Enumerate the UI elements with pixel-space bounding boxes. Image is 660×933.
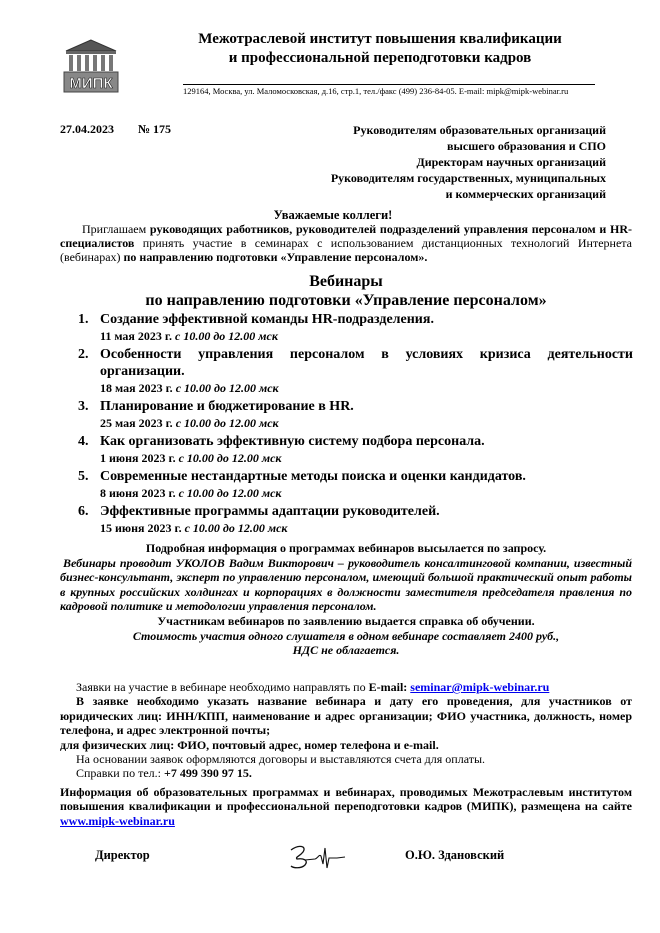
webinar-list (78, 311, 633, 536)
price-note (60, 629, 632, 658)
webinar-time: с 10.00 до 12.00 мск (178, 451, 282, 465)
intro-paragraph (60, 222, 632, 265)
intro-audience: руководящих работников, руководителей подразделений управления персоналом и HR-специалистов (60, 222, 633, 251)
webinar-title: Как организовать эффективную систему подбора персонала. (100, 434, 485, 449)
webinar-number: 6. (78, 504, 89, 519)
webinar-title: Современные нестандартные методы поиска и оценки кандидатов. (100, 469, 526, 484)
document-date: 27.04.2023 (60, 122, 114, 136)
phone-number: +7 499 390 97 15. (163, 766, 252, 781)
webinar-time: с 10.00 до 12.00 мск (175, 381, 279, 395)
recipient-line: Руководителям образовательных организаций (353, 123, 606, 137)
webinar-number: 5. (78, 469, 89, 484)
recipient-line: Директорам научных организаций (416, 155, 606, 169)
email-link[interactable]: seminar@mipk-webinar.ru (410, 680, 550, 694)
document-number: № 175 (138, 122, 172, 136)
institute-logo (62, 38, 120, 94)
webinar-item (78, 346, 633, 396)
handwritten-signature (285, 838, 355, 876)
webinar-number: 3. (78, 399, 89, 414)
webinar-time: с 10.00 до 12.00 мск (175, 329, 278, 343)
webinar-time: с 10.00 до 12.00 мск (175, 416, 279, 430)
webinar-item (78, 433, 633, 466)
webinar-title: Особенности управления персоналом в условиях кризиса деятельности организации. (100, 347, 633, 379)
phone-label: Справки по тел.: (76, 766, 164, 781)
webinars-heading-line2: по направлению подготовки «Управление персоналом» (145, 292, 547, 309)
applications-block (60, 680, 632, 781)
webinar-number: 2. (78, 347, 89, 362)
webinar-item (78, 311, 633, 344)
applications-contracts: На основании заявок оформляются договоры и выставляются счета для оплаты. (76, 752, 486, 767)
webinar-date: 15 июня 2023 г. (100, 521, 182, 535)
org-name-line1: Межотраслевой институт повышения квалификации (198, 31, 562, 47)
director-title: Директор (95, 848, 150, 862)
webinar-date: 1 июня 2023 г. (100, 451, 176, 465)
webinar-schedule (100, 380, 633, 396)
webinars-heading (60, 272, 632, 310)
applications-individuals: для физических лиц: ФИО, почтовый адрес, номер телефона и e-mail. (60, 737, 439, 752)
webinar-title: Создание эффективной команды HR-подразделения. (100, 312, 434, 327)
webinar-item (78, 503, 633, 536)
greeting: Уважаемые коллеги! (273, 208, 393, 222)
webinar-date: 18 мая 2023 г. (100, 381, 173, 395)
info-footer-text: Информация об образовательных программах и вебинарах, проводимых Межотраслевым институтом повышения квалификации и профессиональной переподготовки кадров (МИПК), размещена на сайте (60, 785, 632, 814)
webinar-number: 4. (78, 434, 89, 449)
header-divider (183, 84, 595, 85)
webinar-schedule (100, 520, 633, 536)
webinar-schedule (100, 450, 633, 466)
webinar-schedule (100, 415, 633, 431)
recipient-line: и коммерческих организаций (445, 187, 606, 201)
webinar-title: Планирование и бюджетирование в HR. (100, 399, 354, 414)
org-name (160, 30, 600, 68)
intro-part: принять участие в семинарах с использованием дистанционных технологий Интернета (вебинарах) (60, 236, 632, 265)
lecturer-paragraph: Вебинары проводит УКОЛОВ Вадим Викторович – руководитель консалтинговой компании, известный бизнес-консультант, эксперт по управлению персоналом, имеющий большой практический опыт работы в крупных российских холдингах и корпорациях в должности заместителя председателя правления по кадровой политике и методологии управления персоналом. (60, 556, 632, 614)
applications-requirements: В заявке необходимо указать название вебинара и дату его проведения, для участников от юридических лиц: ИНН/КПП, наименование и адрес организации; ФИО участника, должность, номер телефона, и адрес электронной почты; (60, 694, 632, 738)
price-line: Стоимость участия одного слушателя в одном вебинаре составляет 2400 руб., (132, 628, 560, 643)
logo-text: МИПК (69, 75, 113, 92)
webinar-schedule (100, 328, 633, 344)
recipients-block (300, 122, 606, 202)
info-request: Подробная информация о программах вебинаров высылается по запросу. (145, 541, 547, 555)
webinar-date: 8 июня 2023 г. (100, 486, 176, 500)
webinar-date: 25 мая 2023 г. (100, 416, 173, 430)
website-link[interactable]: www.mipk-webinar.ru (60, 813, 175, 828)
phone-line (60, 766, 632, 780)
vat-line: НДС не облагается. (292, 643, 400, 658)
certificate-note: Участникам вебинаров по заявлению выдается справка об обучении. (157, 613, 535, 628)
intro-direction: по направлению подготовки «Управление персоналом». (123, 250, 428, 265)
webinar-item (78, 468, 633, 501)
webinars-heading-line1: Вебинары (309, 273, 383, 290)
info-footer (60, 785, 632, 828)
applications-email-line (60, 680, 632, 694)
org-name-line2: и профессиональной переподготовки кадров (228, 50, 532, 66)
recipient-line: Руководителям государственных, муниципальных (330, 171, 606, 185)
director-name: О.Ю. Здановский (405, 848, 505, 862)
info-block (60, 541, 632, 658)
webinar-time: с 10.00 до 12.00 мск (178, 486, 282, 500)
webinar-schedule (100, 485, 633, 501)
webinar-number: 1. (78, 312, 89, 327)
webinar-time: с 10.00 до 12.00 мск (184, 521, 288, 535)
recipient-line: высшего образования и СПО (447, 139, 606, 153)
webinar-title: Эффективные программы адаптации руководителей. (100, 504, 440, 519)
applications-text: Заявки на участие в вебинаре необходимо направлять по (76, 680, 369, 694)
intro-part: Приглашаем (82, 222, 150, 236)
webinar-item (78, 398, 633, 431)
webinar-date: 11 мая 2023 г. (100, 329, 173, 343)
email-label: E-mail: (368, 680, 411, 694)
org-address: 129164, Москва, ул. Маломосковская, д.16, стр.1, тел./факс (499) 236-84-05. E-mail: mipk@mipk-webinar.ru (183, 86, 569, 96)
